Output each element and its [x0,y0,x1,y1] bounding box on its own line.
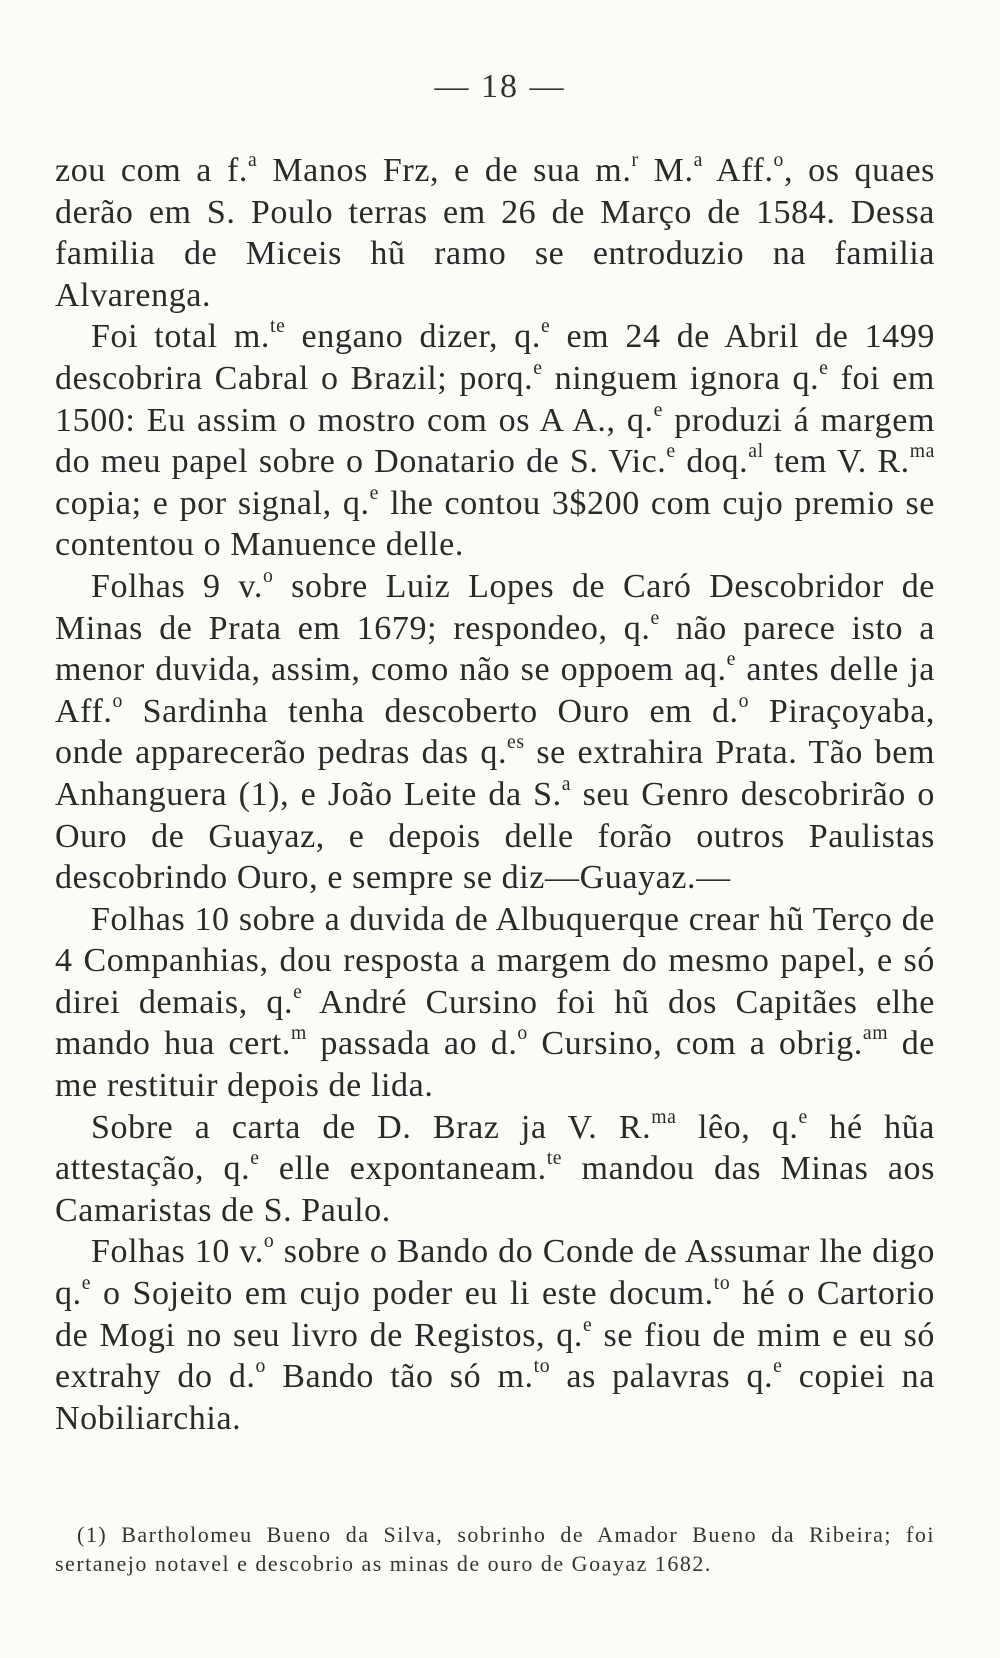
paragraph: Folhas 10 sobre a duvida de Albuquerque crear hũ Terço de 4 Companhias, dou resposta a margem do mesmo papel, e só direi demais, q.$^e$ André Cursino foi hũ dos Capitães elhe mando hua cert.$^m$ passada ao d.$^o$ Cursino, com a obrig.$^{am}$ de me restituir depois de lida. [55,900,936,1105]
paragraph: Folhas 10 v.$^o$ sobre o Bando do Conde de Assumar lhe digo q.$^e$ o Sojeito em cujo poder eu li este docum.$^{to}$ hé o Cartorio de Mogi no seu livro de Registos, q.$^e$ se fiou de mim e eu só extrahy do d.$^o$ Bando tão só m.$^{to}$ as palavras q.$^e$ copiei na Nobiliarchia. [55,1230,936,1437]
footnote [55,1520,935,1578]
paragraph: Foi total m.$^{te}$ engano dizer, q.$^e$ em 24 de Abril de 1499 descobrira Cabral o Brazil; porq.$^e$ ninguem ignora q.$^e$ foi em 1500: Eu assim o mostro com os A A., q.$^e$ produzi á margem do meu papel sobre o Donatario de S. Vic.$^e$ doq.$^{al}$ tem V. R.$^{ma}$ copia; e por signal, q.$^e$ lhe contou 3$200 com cujo premio se contentou o Manuence delle. [55,315,936,564]
footnote-text: (1) Bartholomeu Bueno da Silva, sobrinho de Amador Bueno da Ribeira; foi sertanejo notavel e descobrio as minas de ouro de Goayaz 1682. [55,1522,935,1576]
page-number: — 18 — [434,68,566,105]
paragraph: Sobre a carta de D. Braz ja V. R.$^{ma}$ lêo, q.$^e$ hé hũa attestação, q.$^e$ elle expontaneam.$^{te}$ mandou das Minas aos Camaristas de S. Paulo. [55,1105,935,1229]
body-text [55,150,935,1439]
paragraph: zou com a f.$^a$ Manos Frz, e de sua m.$^r$ M.$^a$ Aff.$^o$, os quaes derão em S. Poulo terras em 26 de Março de 1584. Dessa familia de Miceis hũ ramo se entroduzio na familia Alvarenga. [55,149,935,314]
paragraph: Folhas 9 v.$^o$ sobre Luiz Lopes de Caró Descobridor de Minas de Prata em 1679; respondeo, q.$^e$ não parece isto a menor duvida, assim, como não se oppoem aq.$^e$ antes delle ja Aff.$^o$ Sardinha tenha descoberto Ouro em d.$^o$ Piraçoyaba, onde apparecerão pedras das q.$^{es}$ se extrahira Prata. Tão bem Anhanguera (1), e João Leite da S.$^a$ seu Genro descobrirão o Ouro de Guayaz, e depois delle forão outros Paulistas descobrindo Ouro, e sempre se diz—Guayaz.— [55,565,936,897]
